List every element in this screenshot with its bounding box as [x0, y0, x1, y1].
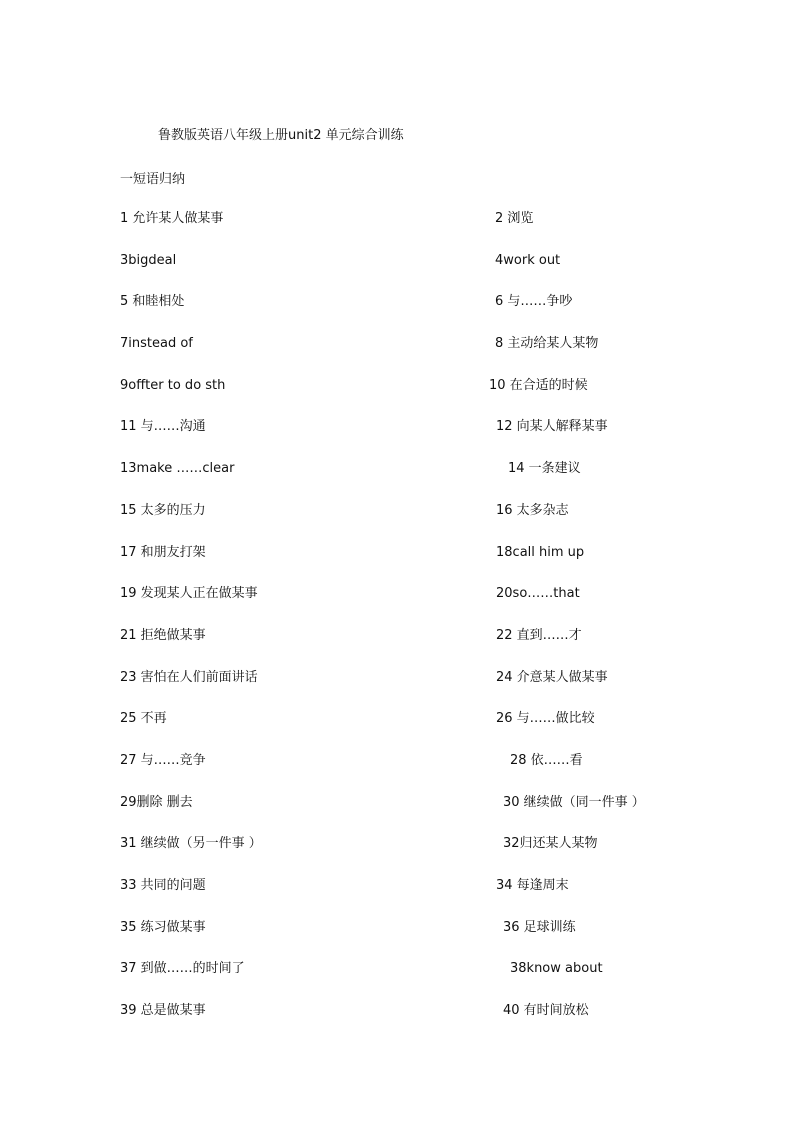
phrase-row: [0, 293, 794, 335]
phrase-row: [0, 627, 794, 669]
phrase-left: 33 共同的问题: [120, 878, 206, 893]
phrase-row: [0, 377, 794, 419]
phrase-right: 34 每逢周末: [496, 878, 569, 893]
phrase-row: [0, 585, 794, 627]
phrase-left: 13make ……clear: [120, 461, 235, 477]
phrase-row: [0, 669, 794, 711]
phrase-right: 16 太多杂志: [496, 502, 569, 518]
phrase-row: [0, 835, 794, 877]
phrase-left: 17 和朋友打架: [120, 544, 206, 560]
phrase-right: 30 继续做（同一件事 ）: [503, 794, 645, 810]
phrase-row: [0, 752, 794, 794]
phrase-right: 38know about: [510, 961, 603, 977]
phrase-left: 37 到做……的时间了: [120, 961, 245, 977]
phrase-row: [0, 960, 794, 1002]
phrase-left: 19 发现某人正在做某事: [120, 586, 258, 602]
phrase-list: [0, 210, 794, 1044]
phrase-right: 40 有时间放松: [503, 1003, 589, 1019]
phrase-left: 23 害怕在人们前面讲话: [120, 669, 258, 685]
phrase-row: [0, 877, 794, 919]
phrase-right: 12 向某人解释某事: [496, 419, 608, 435]
phrase-right: 22 直到……才: [496, 627, 582, 643]
phrase-left: 11 与……沟通: [120, 419, 206, 435]
phrase-right: 28 依……看: [510, 752, 583, 768]
phrase-left: 9offter to do sth: [120, 377, 226, 393]
phrase-row: [0, 1002, 794, 1044]
phrase-left: 29删除 删去: [120, 794, 193, 810]
phrase-left: 21 拒绝做某事: [120, 627, 206, 643]
phrase-left: 7instead of: [120, 336, 193, 352]
phrase-right: 20so……that: [496, 586, 580, 602]
phrase-right: 10 在合适的时候: [489, 377, 588, 393]
phrase-left: 15 太多的压力: [120, 502, 206, 518]
phrase-left: 3bigdeal: [120, 252, 177, 268]
phrase-row: [0, 502, 794, 544]
document-title: 鲁教版英语八年级上册unit2 单元综合训练: [158, 128, 404, 143]
phrase-row: [0, 335, 794, 377]
phrase-row: [0, 418, 794, 460]
phrase-right: 2 浏览: [495, 211, 534, 226]
phrase-left: 35 练习做某事: [120, 919, 206, 935]
phrase-right: 4work out: [495, 252, 561, 268]
phrase-right: 18call him up: [496, 544, 585, 560]
phrase-left: 31 继续做（另一件事 ）: [120, 836, 262, 852]
phrase-left: 27 与……竞争: [120, 752, 206, 768]
phrase-right: 8 主动给某人某物: [495, 336, 599, 352]
phrase-row: [0, 460, 794, 502]
phrase-right: 24 介意某人做某事: [496, 669, 608, 685]
phrase-row: [0, 252, 794, 294]
phrase-row: [0, 919, 794, 961]
phrase-right: 26 与……做比较: [496, 711, 595, 727]
phrase-row: [0, 544, 794, 586]
phrase-right: 36 足球训练: [503, 919, 576, 935]
phrase-right: 32归还某人某物: [503, 836, 598, 852]
phrase-left: 39 总是做某事: [120, 1003, 206, 1019]
phrase-right: 14 一条建议: [508, 461, 581, 477]
phrase-left: 25 不再: [120, 711, 167, 727]
phrase-right: 6 与……争吵: [495, 294, 573, 310]
section-heading: 一短语归纳: [120, 172, 186, 187]
phrase-row: [0, 710, 794, 752]
phrase-left: 5 和睦相处: [120, 294, 185, 310]
phrase-row: [0, 794, 794, 836]
phrase-row: [0, 210, 794, 252]
phrase-left: 1 允许某人做某事: [120, 211, 224, 226]
